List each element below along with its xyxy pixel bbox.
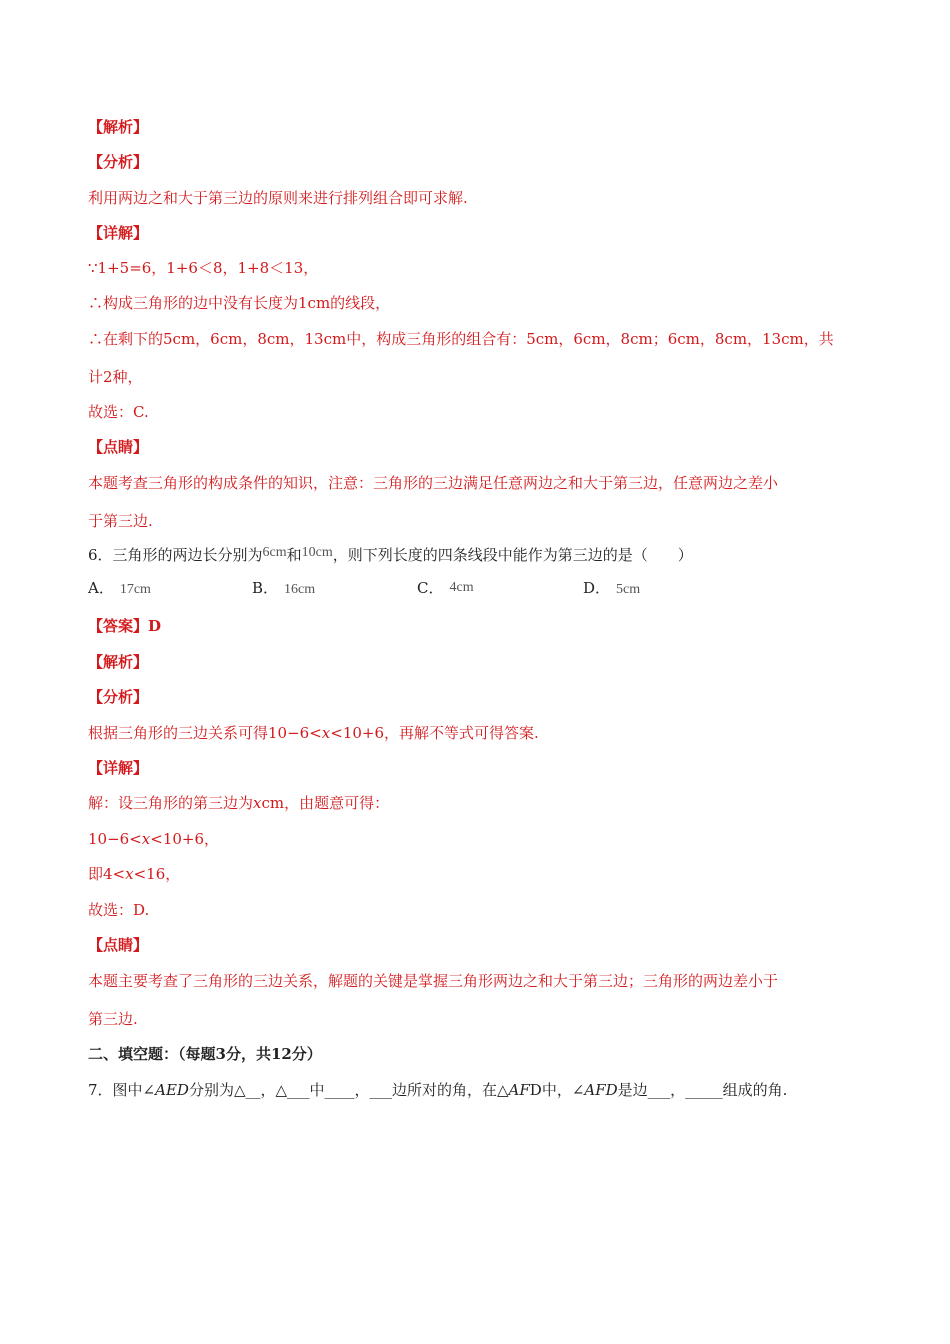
- question-6-stem: [88, 545, 693, 567]
- detail-line: ∴在剩下的5cm，6cm，8cm，13cm中，构成三角形的组合有：5cm，6cm，8cm；6cm，8cm，13cm，共: [88, 330, 834, 348]
- fenxi-label: 【分析】: [88, 688, 149, 706]
- detail-line: 故选：D.: [88, 901, 150, 919]
- fenxi-text: 利用两边之和大于第三边的原则来进行排列组合即可求解.: [88, 189, 468, 207]
- detail-line: 即4<x<16，: [88, 865, 181, 883]
- detail-line: 计2种，: [88, 368, 143, 386]
- option-b: B． 16cm: [252, 579, 316, 597]
- answer-label: 【答案】D: [88, 617, 162, 635]
- jiexi-label: 【解析】: [88, 653, 149, 671]
- question-7-stem: 7．图中∠AED分别为△__，△___中____，___边所对的角，在△AFD中，∠AFD是边___，_____组成的角.: [88, 1081, 788, 1099]
- section-heading: 二、填空题：（每题3分，共12分）: [88, 1045, 322, 1063]
- option-d: D． 5cm: [583, 579, 641, 597]
- length-value: 6cm: [262, 545, 287, 560]
- dianjing-label: 【点睛】: [88, 438, 149, 456]
- xiangjie-label: 【详解】: [88, 224, 149, 242]
- fenxi-label: 【分析】: [88, 153, 149, 171]
- dianjing-label: 【点睛】: [88, 936, 149, 954]
- detail-line: 解：设三角形的第三边为xcm，由题意可得：: [88, 794, 390, 812]
- dianjing-text: 本题主要考查了三角形的三边关系，解题的关键是掌握三角形两边之和大于第三边；三角形的两边差小于: [88, 972, 779, 990]
- dianjing-text: 第三边.: [88, 1010, 138, 1028]
- detail-line: 故选：C.: [88, 403, 149, 421]
- detail-line: 10−6<x<10+6，: [88, 830, 220, 848]
- fenxi-text: 根据三角形的三边关系可得10−6<x<10+6，再解不等式可得答案.: [88, 724, 539, 742]
- dianjing-text: 于第三边.: [88, 512, 153, 530]
- xiangjie-label: 【详解】: [88, 759, 149, 777]
- option-a: A． 17cm: [88, 579, 151, 597]
- option-c: C． 4cm: [417, 579, 474, 597]
- stem-text: ，则下列长度的四条线段中能作为第三边的是（ ）: [332, 546, 693, 564]
- stem-text: 和: [286, 546, 302, 564]
- detail-line: ∵1+5=6，1+6＜8，1+8＜13，: [88, 259, 319, 277]
- stem-text: 6．三角形的两边长分别为: [88, 546, 263, 564]
- length-value: 10cm: [301, 545, 333, 560]
- dianjing-text: 本题考查三角形的构成条件的知识，注意：三角形的三边满足任意两边之和大于第三边，任意两边之差小: [88, 474, 779, 492]
- detail-line: ∴构成三角形的边中没有长度为1cm的线段，: [88, 294, 391, 312]
- jiexi-label: 【解析】: [88, 118, 149, 136]
